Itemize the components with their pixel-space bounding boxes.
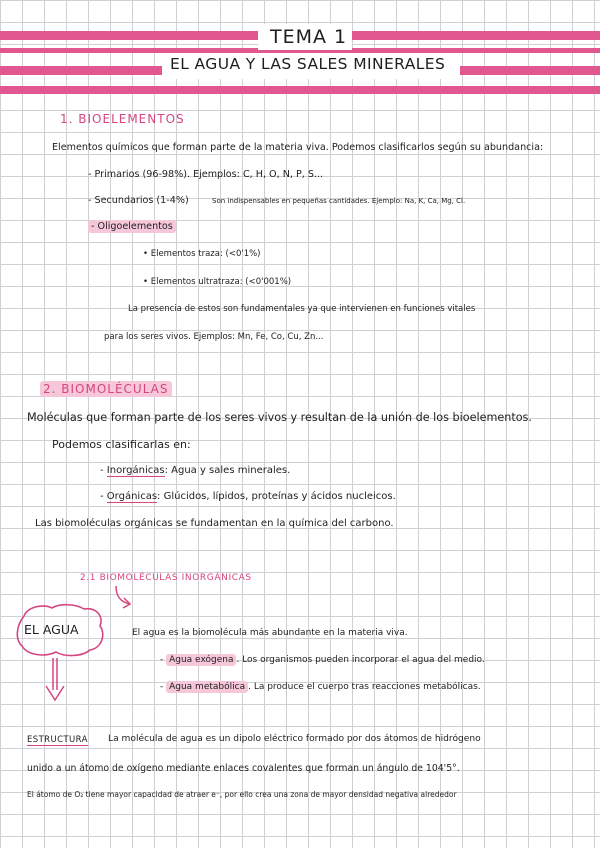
estructura-label: ESTRUCTURA bbox=[27, 735, 88, 745]
clasificarlas-line: Podemos clasificarlas en: bbox=[52, 438, 191, 451]
inorganicas-desc: : Agua y sales minerales. bbox=[164, 465, 291, 476]
exogena-label: Agua exógena bbox=[166, 654, 236, 666]
estructura-wrap bbox=[27, 735, 88, 745]
el-agua-label: EL AGUA bbox=[24, 622, 79, 637]
exogena-line: - Agua exógena . Los organismos pueden incorporar el agua del medio. bbox=[160, 655, 485, 665]
ultratraza-line: • Elementos ultratraza: (<0'001%) bbox=[143, 277, 292, 287]
estructura-line-3: El átomo de O₂ tiene mayor capacidad de atraer e⁻, por ello crea una zona de mayor densidad negativa alrededor bbox=[27, 790, 457, 799]
inorganicas-label: Inorgánicas bbox=[106, 465, 165, 476]
metabolica-line: - Agua metabólica . La produce el cuerpo tras reacciones metabólicas. bbox=[160, 682, 481, 692]
oligoelementos-line bbox=[88, 222, 176, 232]
inorganicas-line: - Inorgánicas: Agua y sales minerales. bbox=[100, 465, 291, 476]
exogena-desc: . Los organismos pueden incorporar el agua del medio. bbox=[236, 655, 485, 665]
arrow-down-icon bbox=[42, 656, 68, 702]
oligoelementos-label: - Oligoelementos bbox=[88, 220, 176, 233]
agua-intro: El agua es la biomolécula más abundante en la materia viva. bbox=[132, 628, 408, 638]
section-2-1-heading: 2.1 BIOMOLÉCULAS INORGÁNICAS bbox=[80, 573, 252, 583]
page-title: TEMA 1 bbox=[270, 26, 348, 48]
header-stripe bbox=[0, 86, 600, 94]
section-2-heading-wrap bbox=[40, 383, 172, 396]
ejemplos-line: para los seres vivos. Ejemplos: Mn, Fe, Co, Cu, Zn... bbox=[104, 332, 324, 342]
estructura-line-1: La molécula de agua es un dipolo eléctrico formado por dos átomos de hidrógeno bbox=[108, 734, 481, 744]
arrow-right-icon bbox=[112, 584, 136, 614]
estructura-line-2: unido a un átomo de oxígeno mediante enlaces covalentes que forman un ángulo de 104'5°. bbox=[27, 763, 460, 774]
organicas-line: - Orgánicas: Glúcidos, lípidos, proteínas y ácidos nucleicos. bbox=[100, 491, 396, 502]
traza-line: • Elementos traza: (<0'1%) bbox=[143, 249, 261, 259]
presencia-line: La presencia de estos son fundamentales ya que intervienen en funciones vitales bbox=[128, 304, 476, 314]
carbono-line: Las biomoléculas orgánicas se fundamentan en la química del carbono. bbox=[35, 518, 394, 529]
secundarios-desc: Son indispensables en pequeñas cantidades. Ejemplo: Na, K, Ca, Mg, Cl. bbox=[212, 197, 466, 205]
page-subtitle: EL AGUA Y LAS SALES MINERALES bbox=[170, 55, 446, 73]
primarios-line: - Primarios (96-98%). Ejemplos: C, H, O, N, P, S... bbox=[88, 169, 324, 180]
organicas-label: Orgánicas bbox=[106, 491, 158, 502]
bioelementos-intro: Elementos químicos que forman parte de la materia viva. Podemos clasificarlos según su abundancia: bbox=[52, 142, 544, 153]
organicas-desc: : Glúcidos, lípidos, proteínas y ácidos nucleicos. bbox=[157, 491, 396, 502]
biomoleculas-intro: Moléculas que forman parte de los seres vivos y resultan de la unión de los bioelementos. bbox=[27, 411, 532, 424]
metabolica-label: Agua metabólica bbox=[166, 681, 248, 693]
secundarios-label: - Secundarios (1-4%) bbox=[88, 195, 189, 206]
section-2-heading: 2. BIOMOLÉCULAS bbox=[40, 381, 172, 397]
section-1-heading: 1. BIOELEMENTOS bbox=[60, 112, 185, 126]
metabolica-desc: . La produce el cuerpo tras reacciones metabólicas. bbox=[248, 682, 481, 692]
